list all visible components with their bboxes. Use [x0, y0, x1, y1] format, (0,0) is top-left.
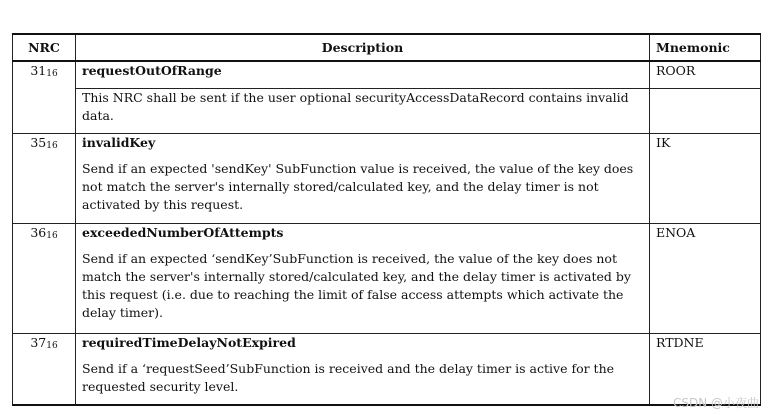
nrc-code-cell — [13, 223, 76, 333]
table-row — [13, 333, 761, 405]
description-cell — [76, 133, 650, 223]
description-cell — [76, 88, 650, 133]
mnemonic-cell-empty — [650, 88, 761, 133]
table-row — [13, 61, 761, 88]
nrc-code-base: 16 — [46, 230, 58, 241]
table-row — [13, 133, 761, 223]
nrc-code-base: 16 — [46, 69, 58, 79]
nrc-description: This NRC shall be sent if the user optional securityAccessDataRecord contains invalid data. — [82, 89, 629, 123]
nrc-name: requiredTimeDelayNotExpired — [82, 334, 296, 350]
mnemonic-cell: ENOA — [650, 223, 761, 333]
table-row — [13, 223, 761, 333]
nrc-name: requestOutOfRange — [82, 63, 222, 78]
nrc-name: invalidKey — [82, 134, 156, 150]
nrc-code: 36 — [30, 224, 47, 240]
description-cell — [76, 61, 650, 88]
mnemonic-cell: ROOR — [650, 61, 761, 88]
nrc-code-cell — [13, 61, 76, 133]
nrc-code-base: 16 — [46, 140, 58, 151]
description-cell — [76, 333, 650, 405]
nrc-code-cell — [13, 133, 76, 223]
table-row — [13, 88, 761, 133]
table-header-row — [13, 34, 761, 61]
header-mnemonic: Mnemonic — [650, 34, 761, 61]
nrc-description: Send if a ‘requestSeed’SubFunction is received and the delay timer is active for the requested security level. — [82, 360, 615, 394]
nrc-description: Send if an expected ‘sendKey’SubFunction is received, the value of the key does not match the server's internally stored/calculated key, and the delay timer is activated by this request (i.e. due to reaching the limit of false access attempts which activate the delay timer). — [82, 250, 631, 320]
nrc-code-cell — [13, 333, 76, 405]
nrc-code: 31 — [30, 63, 47, 78]
mnemonic-cell: IK — [650, 133, 761, 223]
nrc-description: Send if an expected 'sendKey' SubFunction value is received, the value of the key does not match the server's internally stored/calculated key, and the delay timer is not activated by this request. — [82, 160, 634, 212]
nrc-code: 37 — [30, 334, 47, 350]
description-cell — [76, 223, 650, 333]
nrc-code: 35 — [30, 134, 47, 150]
mnemonic-cell: RTDNE — [650, 333, 761, 405]
nrc-code-base: 16 — [46, 340, 58, 351]
nrc-table — [12, 33, 761, 406]
header-description: Description — [76, 34, 650, 61]
nrc-name: exceededNumberOfAttempts — [82, 224, 284, 240]
watermark: CSDN @小夜曲 — [672, 396, 759, 410]
header-nrc: NRC — [13, 34, 76, 61]
